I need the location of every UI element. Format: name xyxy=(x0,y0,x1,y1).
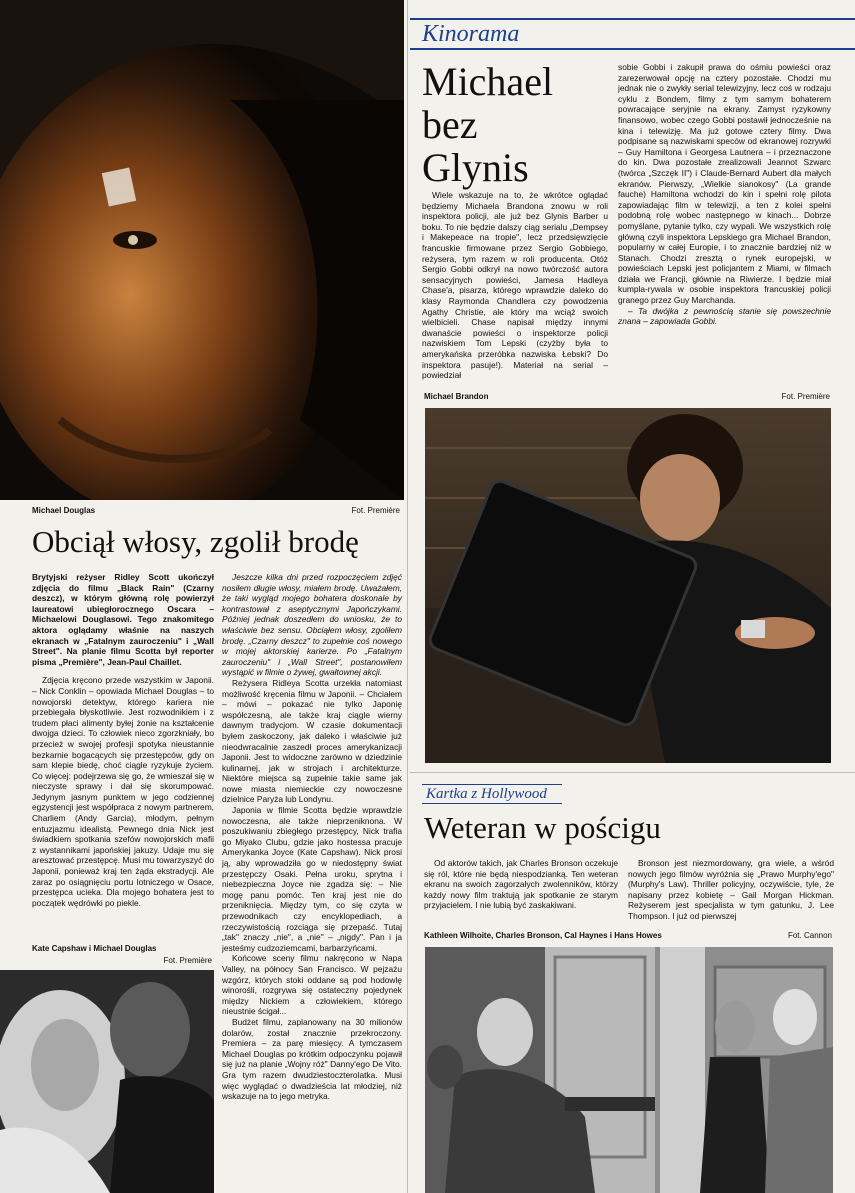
article-column xyxy=(222,572,402,1102)
article-column xyxy=(618,62,831,327)
headline-line: Glynis xyxy=(422,145,529,190)
article-paragraph: Budżet filmu, zaplanowany na 30 milionów dolarów, został znacznie przekroczony. Premiera – za parę miesięcy. A tymczasem Michael Douglas po krótkim odpoczynku pojawił się już na planie „Wojny róż" Danny'ego De Vito. Gra tym razem dwudziestoczterolatka. Musi więc wyglądać o dwadzieścia lat młodziej, niż wskazuje na to jego metryka. xyxy=(222,1016,402,1102)
article-headline: Obciął włosy, zgolił brodę xyxy=(32,524,359,559)
photo-kate-capshaw-michael-douglas xyxy=(0,970,214,1193)
photo-caption: Kate Capshaw i Michael Douglas xyxy=(32,944,157,953)
headline-line: Michael xyxy=(422,59,554,104)
photo-credit: Fot. Première xyxy=(163,956,212,965)
article-headline xyxy=(422,60,602,189)
section-heading: Kinorama xyxy=(410,18,855,50)
article-paragraph: Wiele wskazuje na to, że wkrótce oglądać będziemy Michaela Brandona znowu w roli inspektora policji, ale już bez Glynis Barber u boku. To nie będzie dalszy ciąg serialu „Dempsey i Makepeace na tropie", lecz przedsięwzięcie francuskie firmowane przez Sergio Gobbiego, reżysera, tym razem w roli producenta. Otóż Sergio Gobbi odkrył na nowo twórczość autora sensacyjnych powieści, Jamesa Hadleya Chase'a, pisarza, którego wprawdzie daleko do klasy Raymonda Chandlera czy powodzenia Agathy Christie, ale który ma wciąż swoich wielbicieli. Chase napisał między innymi dwanaście powieści o inspektorze policji nazwiskiem Tom Lepski (czyżby była to amerykańska przeróbka nazwiska Łebski? Do inspektora pasuje!). Materiał na serial – powiedział xyxy=(422,190,608,381)
photo-credit: Fot. Première xyxy=(351,506,400,515)
photo-credit: Fot. Cannon xyxy=(787,931,832,940)
article-paragraph: Od aktorów takich, jak Charles Bronson oczekuje się ról, które nie będą niespodzianką. Ten weteran ekranu na swoich zagorzałych zwolenników, którzy każdy nowy film traktują jak spotkanie ze starym przyjacielem. I nie lubią być zaskakiwani. xyxy=(424,858,618,911)
article-column xyxy=(422,190,608,381)
photo-charles-bronson xyxy=(425,947,833,1193)
photo-michael-brandon xyxy=(425,408,831,763)
photo-caption: Michael Brandon xyxy=(424,392,489,401)
article-paragraph: Reżysera Ridleya Scotta urzekła natomiast możliwość kręcenia filmu w Japonii. – Chciałem – mówi – pokazać nie tylko Japonię współczesną, ale także kraj ciągle wierny dawnym tradycjom. W czasie dokumentacji byłem zaskoczony, jak daleko i właściwie już nieodwracalnie zaszedł proces amerykanizacji Japonii. Jest to widoczne zarówno w dziedzinie kulinarnej, jak w strojach i architekturze. Niektóre miejsca są zupełnie takie same jak nowe miasta niemieckie czy nowoczesne dzielnice Paryża lub Londynu. xyxy=(222,677,402,805)
article-paragraph: Zdjęcia kręcono przede wszystkim w Japonii. – Nick Conklin – opowiada Michael Douglas – to nowojorski detektyw, którego kariera nie przebiegała błyskotliwie. Jest rozwodnikiem i z trudem płaci alimenty byłej żonie na kształcenie dwojga dzieci. To człowiek nieco zgorzkniały, bo przecież w swojej profesji spotyka nieustannie bezkarnie bogacących się przestępców, gdy on sam klepie biedę, choć ciągle ryzykuje życiem. Co więcej: podejrzewa się go, że wmieszał się w nieczyste sprawy i dał się skorumpować. Jedynym jasnym punktem w jego codziennej egzystencji jest współpraca z nowym partnerem, Charliem (Andy Garcia), młodym, pełnym entuzjazmu idealistą. Pewnego dnia Nick jest świadkiem spotkania szefów nowojorskich mafii z wystannikami japońskiej jakuzy. Udaje mu się aresztować przestępcę. Musi mu towarzyszyć do Japonii, ponieważ kraj ten żąda ekstradycji. Ale zaraz po osiągnięciu portu lotniczego w Osace, przestępca ucieka. Dla mojego bohatera jest to początek wędrówki po piekle. xyxy=(32,675,214,908)
article-headline: Weteran w pościgu xyxy=(424,810,661,845)
article-column xyxy=(32,572,214,908)
article-paragraph: Jeszcze kilka dni przed rozpoczęciem zdjęć nosiłem długie włosy, miałem brodę. Uważałem, że taki wygląd mojego bohatera doskonale by kontrastował z aseptycznymi Japończykami. Później jednak doszedłem do wniosku, że to właściwie bez sensu. Obciąłem włosy, zgoliłem brodę. „Czarny deszcz" to zupełnie coś nowego w mojej aktorskiej karierze. Po „Fatalnym zauroczeniu" i „Wall Street", postanowiłem wystąpić w filmie o żywej, gwałtownej akcji. xyxy=(222,572,402,678)
photo-caption: Kathleen Wilhoite, Charles Bronson, Cal Haynes i Hans Howes xyxy=(424,931,662,940)
headline-line: bez xyxy=(422,102,478,147)
article-quote: – Ta dwójka z pewnością stanie się powszechnie znana – zapowiada Gobbi. xyxy=(618,305,831,327)
article-paragraph: Końcowe sceny filmu nakręcono w Napa Valley, na północy San Francisco. W pejzażu wzgórz, których stoki oddane są pod hodowlę winorośli, rozgrywa się ostateczny pojedynek między Nickiem a człowiekiem, którego nieustnie ścigał... xyxy=(222,953,402,1017)
section-heading: Kartka z Hollywood xyxy=(422,784,562,804)
article-lead: Brytyjski reżyser Ridley Scott ukończył zdjęcia do filmu „Black Rain" (Czarny deszcz), w którym główną rolę powierzył laureatowi ubiegłorocznego Oscara – Michaelowi Douglasowi. Tego znakomitego aktora oglądamy właśnie na naszych ekranach w „Fatalnym zauroczeniu" i „Wall Street". Na planie filmu Scotta był reporter pisma „Première", Jean-Paul Chaillet. xyxy=(32,572,214,667)
article-paragraph: Bronson jest niezmordowany, gra wiele, a wśród nowych jego filmów wyróżnia się „Prawo Murphy'ego" (Murphy's Law). Thriller policyjny, oczywiście, tyle, że napisany przez kobietę – Gail Morgan Hickman. Reżyserem jest specjalista w tym gatunku, J. Lee Thompson. I już od pierwszej xyxy=(628,858,834,921)
article-column xyxy=(424,858,618,911)
photo-caption: Michael Douglas xyxy=(32,506,96,515)
section-divider xyxy=(410,772,855,773)
article-paragraph: Japonia w filmie Scotta będzie wprawdzie nowoczesna, ale także nieprzeniknona. W poszukiwaniu zbiegłego przestępcy, Nick trafia go Miyako Clubu, gdzie jako hostessa pracuje Amerykanka Joyce (Kate Capshaw). Nick prosi ją, aby wprowadziła go w niedostępny świat przestępczy Osaki. Pełna uroku, sprytna i niebezpieczna Joyce nie zgadza się: – Nie mogę panu pomóc. Ten kraj jest nie do przeniknięcia. Między tym, co się czyta w przewodnikach czy encyklopediach, a rzeczywistością rozciąga się przepaść. Tutaj „tak" znaczy „nie", a „nie" – „nigdy". Pan i ja jesteśmy cudzoziemcami, barbarzyńcami. xyxy=(222,805,402,953)
column-divider xyxy=(407,0,408,1193)
article-column xyxy=(628,858,834,922)
photo-credit: Fot. Première xyxy=(781,392,830,401)
photo-michael-douglas xyxy=(0,0,404,500)
article-paragraph: sobie Gobbi i zakupił prawa do ośmiu powieści oraz zarezerwował opcję na cztery pozostałe. Chodzi mu jednak nie o zwykły serial telewizyjny, lecz coś w rodzaju cyklu z Bondem, filmy z tym samym bohaterem powracające seryjnie na ekrany. Zamyst ryzykowny finansowo, wobec czego Gobbi postawił jednocześnie na kina i telewizję. Ma już gotowe cztery filmy. Dwa podpisane są nazwiskami speców od ekranowej rozrywki – Guy Hamiltona i Georgesa Lautnera – i przeznaczone do kin. Dwa pozostałe zrealizowali Jeannot Szwarc (twórca „Szczęk II") i Claude-Bernard Aubert dla małych ekranów. Pierwszy, „Wielkie sianokosy" (La grande fauche) Hamiltona wchodzi do kin i spełni rolę pilota zapowiadając film w telewizji, a ten z kolei spełni podobną rolę wobec następnego w kinach... Dobrze pomyślane, pytanie tylko, czy wypali. We wszystkich rolę główną czyli inspektora Lepskiego gra Michael Brandon, popularny w całej Europie, i to znacznie bardziej niż w Stanach. Chodzi zresztą o rynek europejski, w powieściach Lepski jest policjantem z Miami, w filmach działa we Francji, głównie na Riwierze. I będzie miał kumpla-rywala w osobie inspektora francuskiej policji granego przez Guy Marchanda. xyxy=(618,62,831,306)
